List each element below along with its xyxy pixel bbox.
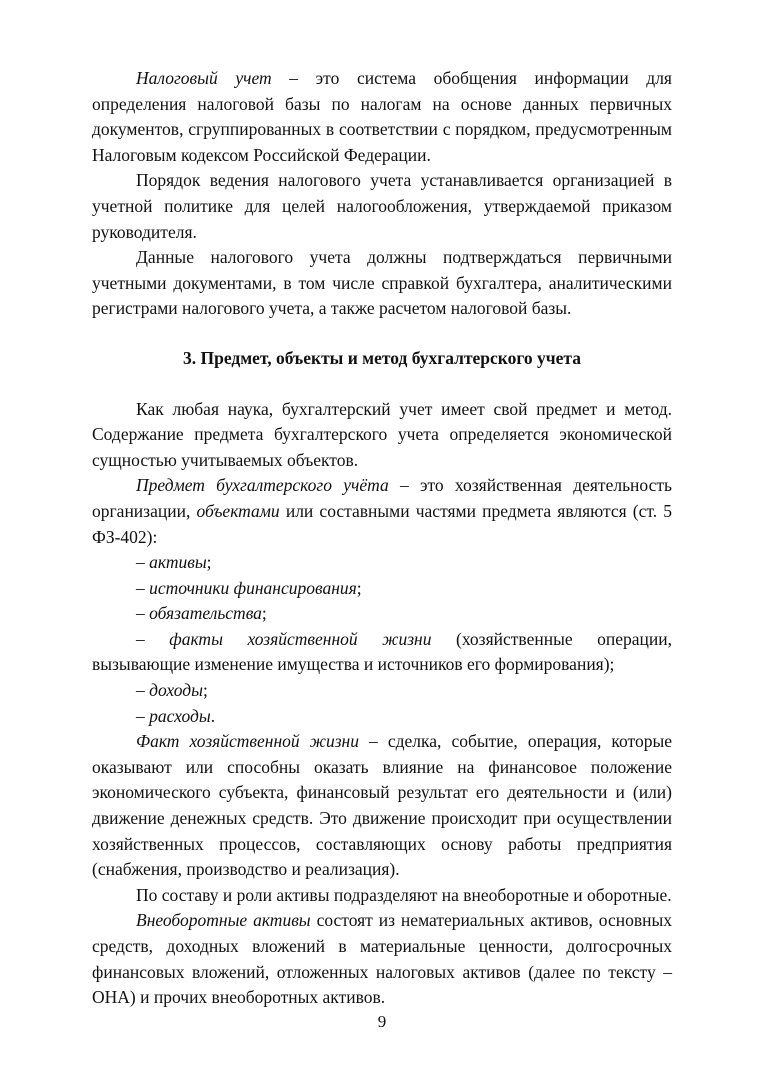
term-tax-accounting: Налоговый учет <box>136 68 272 88</box>
list-item <box>92 704 672 730</box>
section-heading: 3. Предмет, объекты и метод бухгалтерского учета <box>183 347 581 368</box>
paragraph-text: – это хозяйственная деятельность организации, <box>92 475 672 521</box>
paragraph-noncurrent <box>92 908 672 1010</box>
list-tail: ; <box>261 603 267 624</box>
list-item <box>92 601 672 627</box>
term-objects: объектами <box>196 500 280 521</box>
paragraph-assets-split: По составу и роли активы подразделяют на внеоборотные и оборотные. <box>136 884 672 905</box>
list-tail: ; <box>206 552 212 573</box>
list-dash: – <box>136 552 150 573</box>
list-term: обязательства <box>149 603 262 624</box>
paragraph-intro: Как любая наука, бухгалтерский учет имеет свой предмет и метод. Содержание предмета бухгалтерского учета определяется экономической сущностью учитываемых объектов. <box>92 398 672 470</box>
paragraph-text: состоят из нематериальных активов, основных средств, доходных вложений в материальные ценности, долгосрочных финансовых вложений, отложенных налоговых активов (далее по тексту – ОНА) и прочих внеоборотных активов. <box>92 910 672 1008</box>
list-term: активы <box>149 552 207 573</box>
list-item <box>92 678 672 704</box>
list-item <box>92 576 672 602</box>
paragraph-facts <box>92 729 672 883</box>
list-tail: (хозяйственные операции, вызывающие изменение имущества и источников его формирования); <box>92 628 672 675</box>
list-tail: . <box>210 705 216 726</box>
paragraph-tax-data: Данные налогового учета должны подтверждаться первичными учетными документами, в том числе справкой бухгалтера, аналитическими регистрами налогового учета, а также расчетом налоговой базы. <box>92 247 672 319</box>
paragraph-text: – это система обобщения информации для определения налоговой базы по налогам на основе данных первичных документов, сгруппированных в соответствии с порядком, предусмотренным Налоговым кодексом Российской Федерации. <box>92 68 672 165</box>
list-dash: – <box>136 628 170 649</box>
list-term: источники финансирования <box>149 577 357 598</box>
list-tail: ; <box>356 577 362 598</box>
term-noncurrent: Внеоборотные активы <box>136 910 311 931</box>
list-term: доходы <box>149 680 203 701</box>
list-item <box>92 550 672 576</box>
term-facts: Факт хозяйственной жизни <box>136 731 359 752</box>
page-number: 9 <box>377 1012 387 1031</box>
paragraph-tax-accounting <box>92 66 672 168</box>
page-body <box>92 66 672 1011</box>
list-dash: – <box>136 705 150 726</box>
list-term: расходы <box>149 705 211 726</box>
list-tail: ; <box>202 680 208 701</box>
term-subject: Предмет бухгалтерского учёта <box>136 475 389 496</box>
list-dash: – <box>136 577 150 598</box>
paragraph-tax-order: Порядок ведения налогового учета устанавливается организацией в учетной политике для целей налогообложения, утверждаемой приказом руководителя. <box>92 170 672 242</box>
list-dash: – <box>136 680 150 701</box>
paragraph-subject <box>92 473 672 550</box>
list-term: факты хозяйственной жизни <box>169 628 432 649</box>
paragraph-text: или составными частями предмета являются (ст. 5 ФЗ-402): <box>92 500 673 547</box>
paragraph-text: – сделка, событие, операция, которые оказывают или способны оказать влияние на финансовое положение экономического субъекта, финансовый результат его деятельности и (или) движение денежных средств. Это движение происходит при осуществлении хозяйственных процессов, составляющих основу работы предприятия (снабжения, производство и реализация). <box>92 731 672 880</box>
list-dash: – <box>136 603 150 624</box>
list-item <box>92 627 672 678</box>
